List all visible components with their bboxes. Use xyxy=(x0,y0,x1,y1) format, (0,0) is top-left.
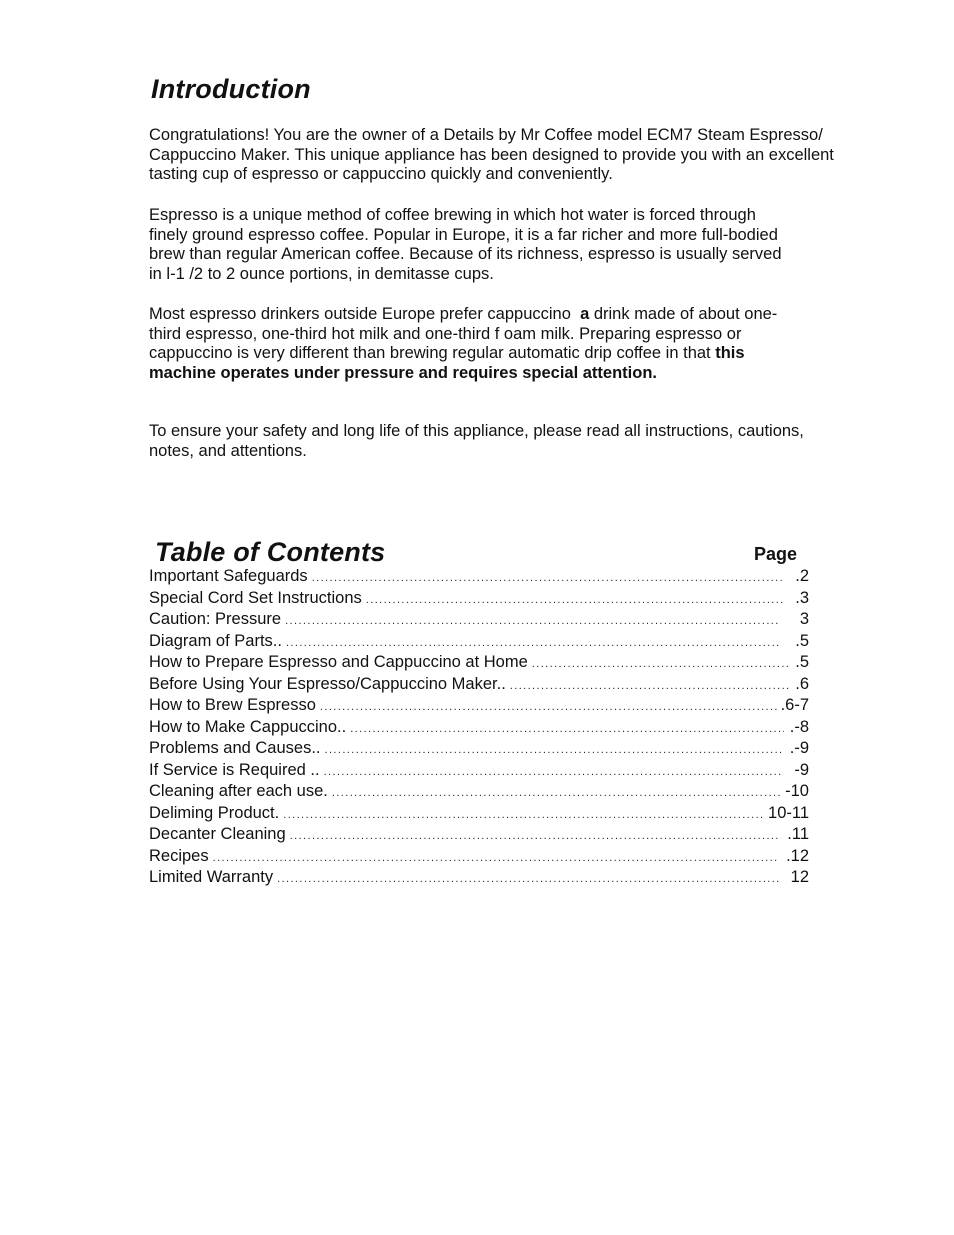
paragraph-line: tasting cup of espresso or cappuccino quickly and conveniently. xyxy=(149,165,613,184)
toc-entry-page: .6 xyxy=(795,674,809,693)
toc-entry-label: Limited Warranty xyxy=(149,868,274,886)
toc-entry xyxy=(149,674,809,696)
table-of-contents-list xyxy=(149,566,809,889)
toc-dot-leader xyxy=(320,697,777,719)
toc-dot-leader xyxy=(325,740,783,762)
paragraph-text: cappuccino is very different than brewing regular automatic drip coffee in that xyxy=(149,344,711,363)
toc-entry xyxy=(149,695,809,717)
toc-entry xyxy=(149,588,809,610)
toc-entry-page: .-8 xyxy=(789,717,809,736)
toc-dot-leader xyxy=(350,719,783,741)
table-of-contents-heading: Table of Contents xyxy=(155,537,386,567)
toc-dot-leader xyxy=(285,611,780,633)
toc-entry-page: 12 xyxy=(790,868,809,886)
toc-dot-leader xyxy=(286,633,780,655)
paragraph-line: To ensure your safety and long life of this appliance, please read all instructions, cautions, xyxy=(149,422,804,440)
paragraph-line xyxy=(149,344,869,364)
paragraph-bold-line: machine operates under pressure and requires special attention. xyxy=(149,363,657,382)
paragraph-line: notes, and attentions. xyxy=(149,441,307,460)
toc-entry-page: -10 xyxy=(785,782,809,800)
toc-entry-label: Recipes xyxy=(149,846,209,865)
toc-entry-label: How to Make Cappuccino.. xyxy=(149,717,347,736)
toc-entry-label: Special Cord Set Instructions xyxy=(149,588,362,607)
toc-entry-label: Deliming Product. xyxy=(149,803,280,822)
toc-entry-page: .3 xyxy=(795,588,809,607)
toc-entry xyxy=(149,803,809,825)
paragraph-line: Congratulations! You are the owner of a Details by Mr Coffee model ECM7 Steam Espresso/ xyxy=(149,126,823,144)
paragraph-bold-text: a xyxy=(580,305,590,323)
paragraph-text: Most espresso drinkers outside Europe prefer cappuccino xyxy=(149,305,571,323)
toc-entry-label: Important Safeguards xyxy=(149,567,308,585)
intro-paragraph-3 xyxy=(149,305,869,383)
paragraph-text: drink made of about one- xyxy=(593,305,778,323)
toc-entry-page: .12 xyxy=(786,846,809,865)
toc-dot-leader xyxy=(366,590,784,612)
toc-dot-leader xyxy=(290,826,781,848)
paragraph-line: brew than regular American coffee. Because of its richness, espresso is usually served xyxy=(149,245,782,264)
toc-entry-page: .5 xyxy=(795,631,809,650)
toc-dot-leader xyxy=(277,869,780,891)
paragraph-line: Espresso is a unique method of coffee brewing in which hot water is forced through xyxy=(149,206,756,224)
toc-entry xyxy=(149,738,809,760)
intro-paragraph-4 xyxy=(149,422,869,461)
toc-entry xyxy=(149,566,809,588)
toc-entry-page: -9 xyxy=(794,760,809,779)
toc-page-column-label: Page xyxy=(754,544,798,564)
toc-entry xyxy=(149,717,809,739)
toc-dot-leader xyxy=(510,676,791,698)
toc-entry xyxy=(149,609,809,631)
toc-dot-leader xyxy=(213,848,777,870)
toc-entry xyxy=(149,652,809,674)
paragraph-line: finely ground espresso coffee. Popular in Europe, it is a far richer and more full-bodied xyxy=(149,225,778,244)
toc-entry xyxy=(149,846,809,868)
toc-dot-leader xyxy=(332,783,781,805)
toc-entry-label: Diagram of Parts.. xyxy=(149,631,282,650)
toc-entry-page: .-9 xyxy=(789,739,809,757)
toc-entry-page: .6-7 xyxy=(780,696,809,714)
intro-paragraph-1 xyxy=(149,126,869,185)
toc-entry-label: How to Brew Espresso xyxy=(149,696,316,714)
toc-entry xyxy=(149,781,809,803)
toc-entry-label: Problems and Causes.. xyxy=(149,739,321,757)
toc-entry-page: .2 xyxy=(795,567,809,585)
toc-dot-leader xyxy=(283,805,764,827)
paragraph-line: Cappuccino Maker. This unique appliance has been designed to provide you with an excellent xyxy=(149,145,834,164)
toc-dot-leader xyxy=(324,762,783,784)
paragraph-line: third espresso, one-third hot milk and one-third f oam milk. Preparing espresso or xyxy=(149,324,742,343)
toc-dot-leader xyxy=(532,654,791,676)
intro-paragraph-2 xyxy=(149,206,869,284)
toc-dot-leader xyxy=(312,568,782,590)
toc-entry-label: Caution: Pressure xyxy=(149,610,282,628)
paragraph-line: in l-1 /2 to 2 ounce portions, in demitasse cups. xyxy=(149,264,494,283)
toc-entry-page: .11 xyxy=(787,825,809,843)
toc-entry-label: Before Using Your Espresso/Cappuccino Maker.. xyxy=(149,674,506,693)
toc-entry-label: Cleaning after each use. xyxy=(149,782,328,800)
paragraph-bold-text: this xyxy=(715,344,745,363)
paragraph-line xyxy=(149,305,869,325)
toc-entry-label: How to Prepare Espresso and Cappuccino at Home xyxy=(149,653,528,671)
toc-entry-label: If Service is Required .. xyxy=(149,760,320,779)
toc-entry-page: 3 xyxy=(799,610,809,628)
toc-entry-label: Decanter Cleaning xyxy=(149,825,286,843)
toc-entry xyxy=(149,867,809,889)
introduction-heading: Introduction xyxy=(151,74,311,104)
toc-entry xyxy=(149,760,809,782)
toc-entry xyxy=(149,631,809,653)
toc-entry-page: .5 xyxy=(795,653,809,671)
toc-entry-page: 10-11 xyxy=(768,803,809,822)
toc-entry xyxy=(149,824,809,846)
